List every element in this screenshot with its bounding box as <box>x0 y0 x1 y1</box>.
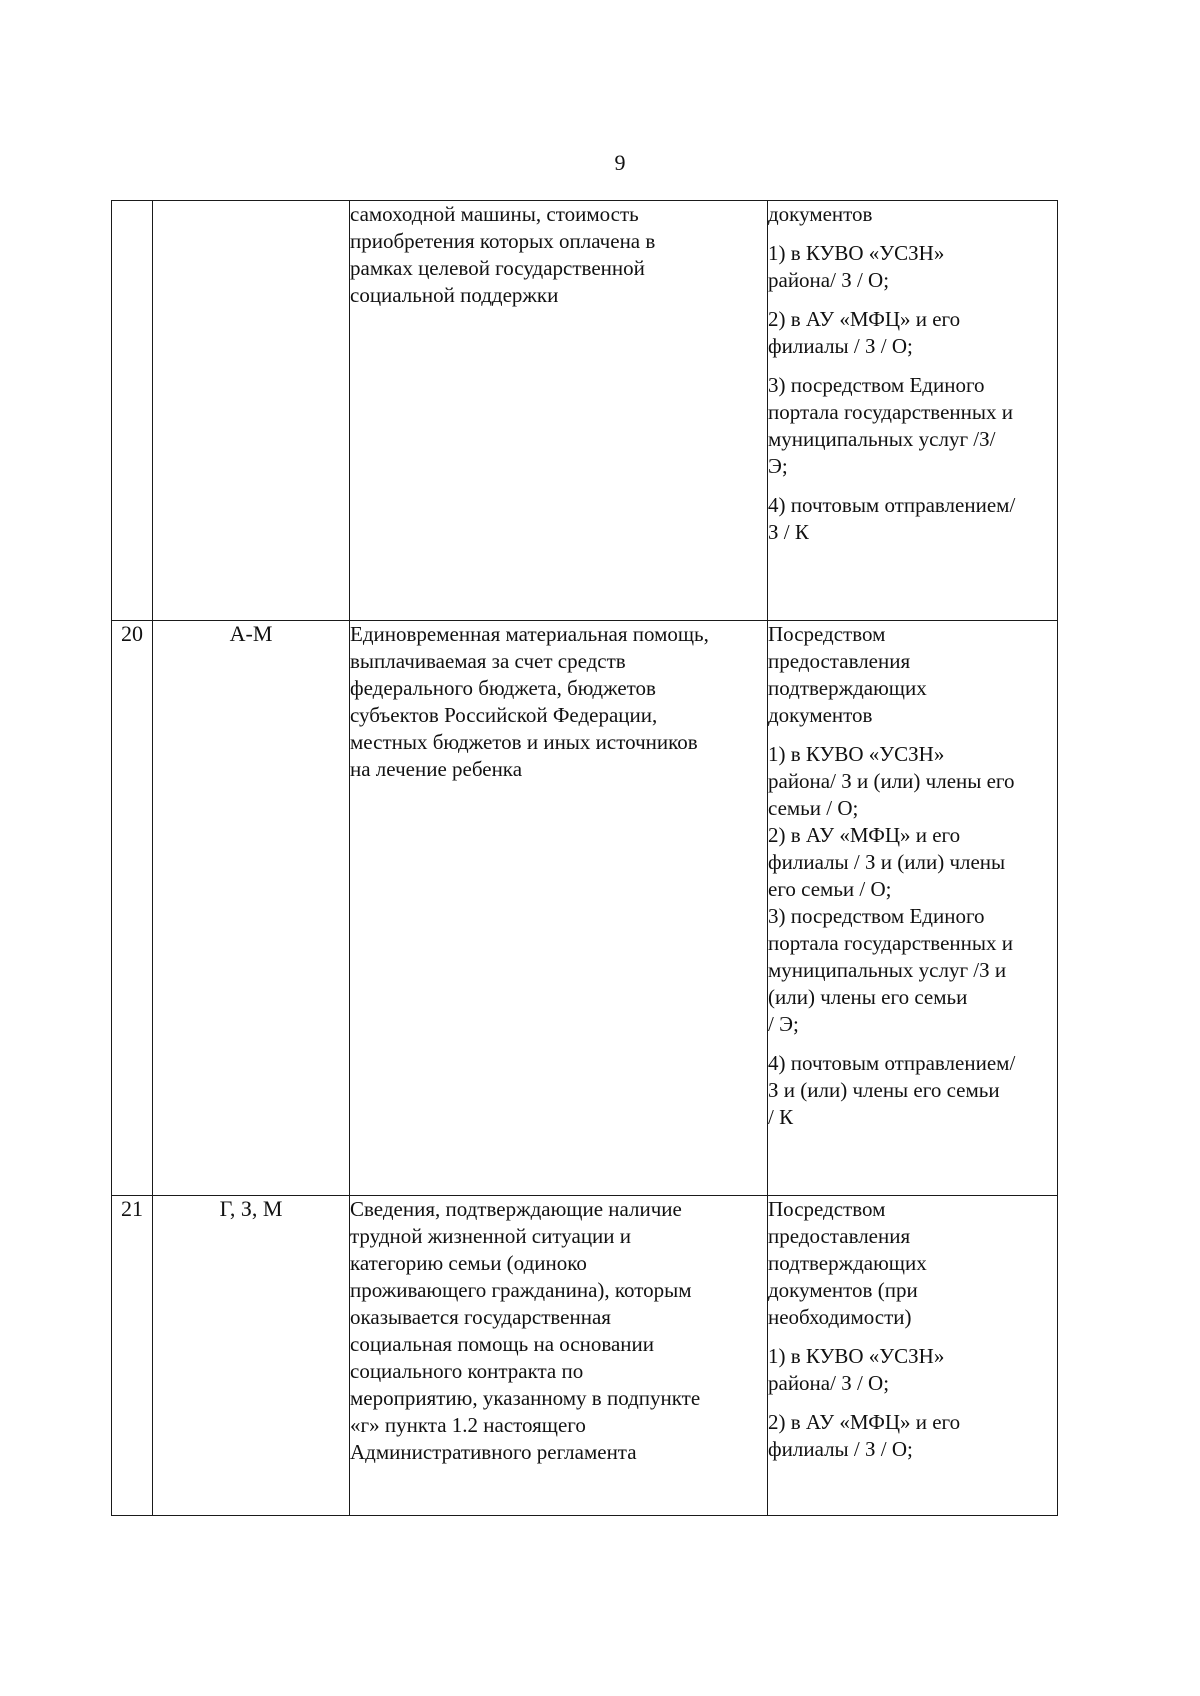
text-line: портала государственных и <box>768 931 1013 955</box>
document-description <box>350 1196 768 1516</box>
services-table <box>111 200 1058 1516</box>
text-line: трудной жизненной ситуации и <box>350 1224 632 1248</box>
text-line: 1) в КУВО «УСЗН» <box>768 742 945 766</box>
text-line: выплачиваемая за счет средств <box>350 649 626 673</box>
text-line: портала государственных и <box>768 400 1013 424</box>
applicant-category <box>153 201 350 621</box>
text-line: района/ З / О; <box>768 268 890 292</box>
text-line: семьи / О; <box>768 796 859 820</box>
text-line: социальной поддержки <box>350 283 559 307</box>
text-line: Единовременная материальная помощь, <box>350 622 709 646</box>
row-number: 21 <box>112 1196 153 1516</box>
submission-method <box>768 201 1058 621</box>
text-line: 1) в КУВО «УСЗН» <box>768 1344 945 1368</box>
method-paragraph <box>768 1050 1057 1131</box>
text-line: 2) в АУ «МФЦ» и его <box>768 823 961 847</box>
text-line: Административного регламента <box>350 1440 637 1464</box>
applicant-category: Г, З, М <box>153 1196 350 1516</box>
text-line: Посредством <box>768 622 886 646</box>
submission-method <box>768 1196 1058 1516</box>
description-text <box>350 1196 767 1466</box>
method-paragraph <box>768 372 1057 480</box>
document-description <box>350 621 768 1196</box>
text-line: предоставления <box>768 649 911 673</box>
row-number: 20 <box>112 621 153 1196</box>
text-line: 4) почтовым отправлением/ <box>768 1051 1016 1075</box>
method-paragraph <box>768 240 1057 294</box>
text-line: 4) почтовым отправлением/ <box>768 493 1016 517</box>
text-line: субъектов Российской Федерации, <box>350 703 658 727</box>
text-line: З и (или) члены его семьи <box>768 1078 1000 1102</box>
text-line: приобретения которых оплачена в <box>350 229 656 253</box>
method-paragraph <box>768 201 1057 228</box>
text-line: 1) в КУВО «УСЗН» <box>768 241 945 265</box>
text-line: муниципальных услуг /З и <box>768 958 1007 982</box>
text-line: Сведения, подтверждающие наличие <box>350 1197 682 1221</box>
text-line: самоходной машины, стоимость <box>350 202 639 226</box>
method-paragraph <box>768 492 1057 546</box>
method-paragraph <box>768 1409 1057 1463</box>
text-line: проживающего гражданина), которым <box>350 1278 692 1302</box>
text-line: рамках целевой государственной <box>350 256 645 280</box>
text-line: Посредством <box>768 1197 886 1221</box>
text-line: / Э; <box>768 1012 799 1036</box>
method-paragraph <box>768 621 1057 729</box>
method-paragraph <box>768 822 1057 903</box>
row-number <box>112 201 153 621</box>
method-paragraph <box>768 1343 1057 1397</box>
method-paragraph <box>768 903 1057 1038</box>
text-line: мероприятию, указанному в подпункте <box>350 1386 701 1410</box>
text-line: муниципальных услуг /З/ <box>768 427 996 451</box>
text-line: категорию семьи (одиноко <box>350 1251 587 1275</box>
document-description <box>350 201 768 621</box>
method-paragraph <box>768 1196 1057 1331</box>
text-line: филиалы / З / О; <box>768 334 913 358</box>
text-line: района/ З / О; <box>768 1371 890 1395</box>
description-text <box>350 621 767 783</box>
text-line: Э; <box>768 454 788 478</box>
method-paragraph <box>768 741 1057 822</box>
text-line: оказывается государственная <box>350 1305 611 1329</box>
text-line: социальная помощь на основании <box>350 1332 655 1356</box>
text-line: документов <box>768 202 873 226</box>
submission-method <box>768 621 1058 1196</box>
text-line: 2) в АУ «МФЦ» и его <box>768 307 961 331</box>
method-paragraph <box>768 306 1057 360</box>
text-line: его семьи / О; <box>768 877 892 901</box>
text-line: З / К <box>768 520 809 544</box>
text-line: социального контракта по <box>350 1359 584 1383</box>
text-line: на лечение ребенка <box>350 757 523 781</box>
text-line: документов (при <box>768 1278 918 1302</box>
text-line: района/ З и (или) члены его <box>768 769 1015 793</box>
text-line: предоставления <box>768 1224 911 1248</box>
table-row <box>112 201 1058 621</box>
text-line: филиалы / З / О; <box>768 1437 913 1461</box>
table-row <box>112 1196 1058 1516</box>
text-line: подтверждающих <box>768 676 927 700</box>
text-line: 2) в АУ «МФЦ» и его <box>768 1410 961 1434</box>
text-line: местных бюджетов и иных источников <box>350 730 698 754</box>
table-row <box>112 621 1058 1196</box>
text-line: необходимости) <box>768 1305 912 1329</box>
page-number: 9 <box>614 150 626 175</box>
description-text <box>350 201 767 309</box>
text-line: 3) посредством Единого <box>768 373 985 397</box>
text-line: филиалы / З и (или) члены <box>768 850 1006 874</box>
text-line: / К <box>768 1105 794 1129</box>
text-line: (или) члены его семьи <box>768 985 968 1009</box>
applicant-category: А-М <box>153 621 350 1196</box>
text-line: документов <box>768 703 873 727</box>
text-line: «г» пункта 1.2 настоящего <box>350 1413 586 1437</box>
text-line: 3) посредством Единого <box>768 904 985 928</box>
text-line: подтверждающих <box>768 1251 927 1275</box>
text-line: федерального бюджета, бюджетов <box>350 676 656 700</box>
